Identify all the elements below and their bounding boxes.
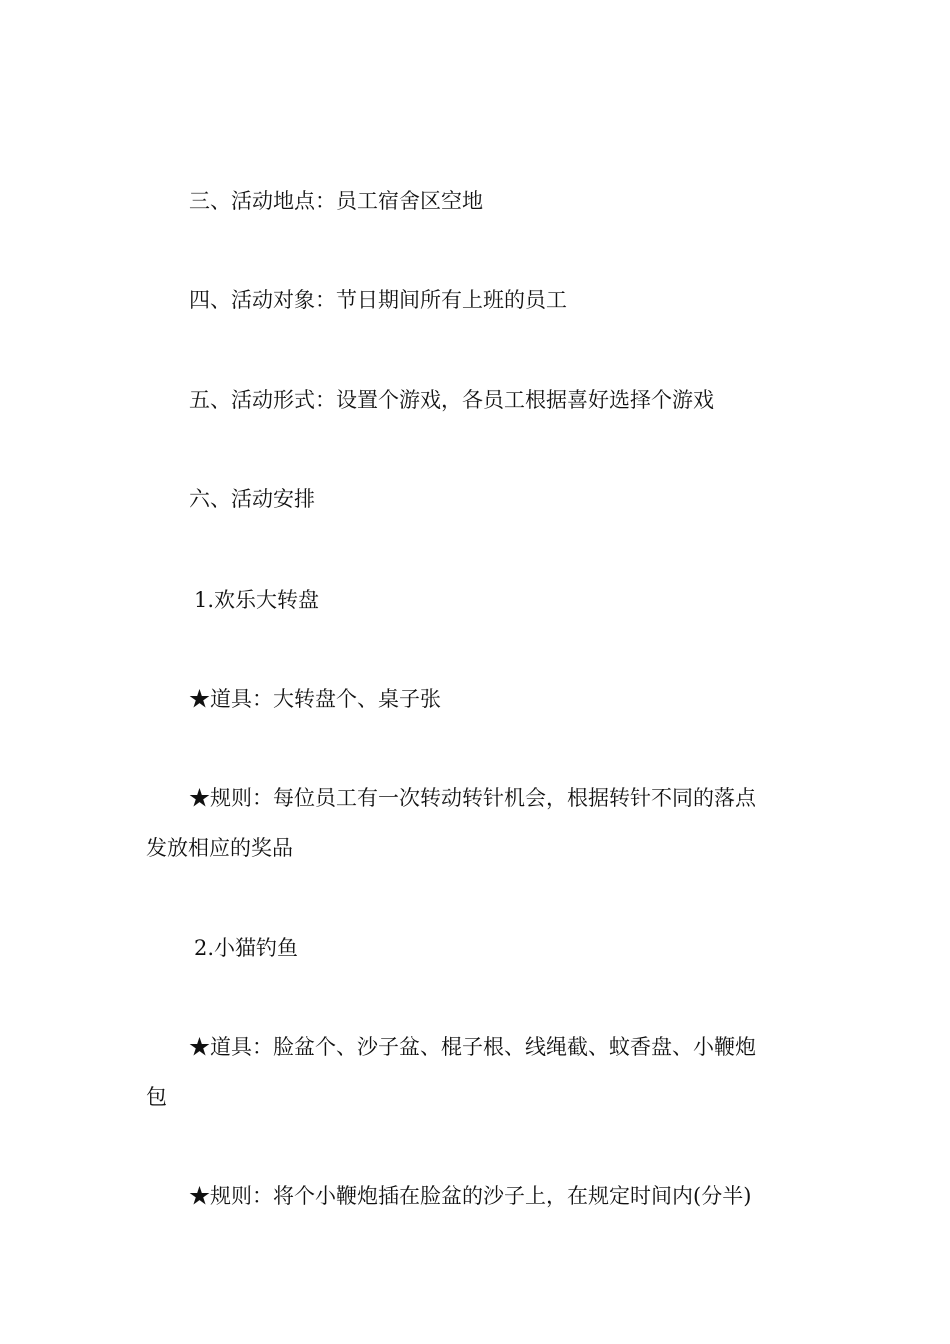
game-2-props-line-2: 包 [146,1085,167,1109]
section-location: 三、活动地点：员工宿舍区空地 [189,189,483,213]
game-1-rules-line-2: 发放相应的奖品 [146,836,293,860]
section-audience: 四、活动对象：节日期间所有上班的员工 [189,288,567,312]
game-1-props: ★道具：大转盘个、桌子张 [189,687,441,711]
section-format: 五、活动形式：设置个游戏，各员工根据喜好选择个游戏 [189,388,714,412]
game-1-title: 1.欢乐大转盘 [194,588,320,612]
game-2-title: 2.小猫钓鱼 [194,936,299,960]
section-arrangement: 六、活动安排 [189,487,315,511]
game-2-rules: ★规则：将个小鞭炮插在脸盆的沙子上，在规定时间内(分半) [189,1184,752,1208]
game-1-rules-line-1: ★规则：每位员工有一次转动转针机会，根据转针不同的落点 [189,786,756,810]
game-2-props-line-1: ★道具：脸盆个、沙子盆、棍子根、线绳截、蚊香盘、小鞭炮 [189,1035,756,1059]
